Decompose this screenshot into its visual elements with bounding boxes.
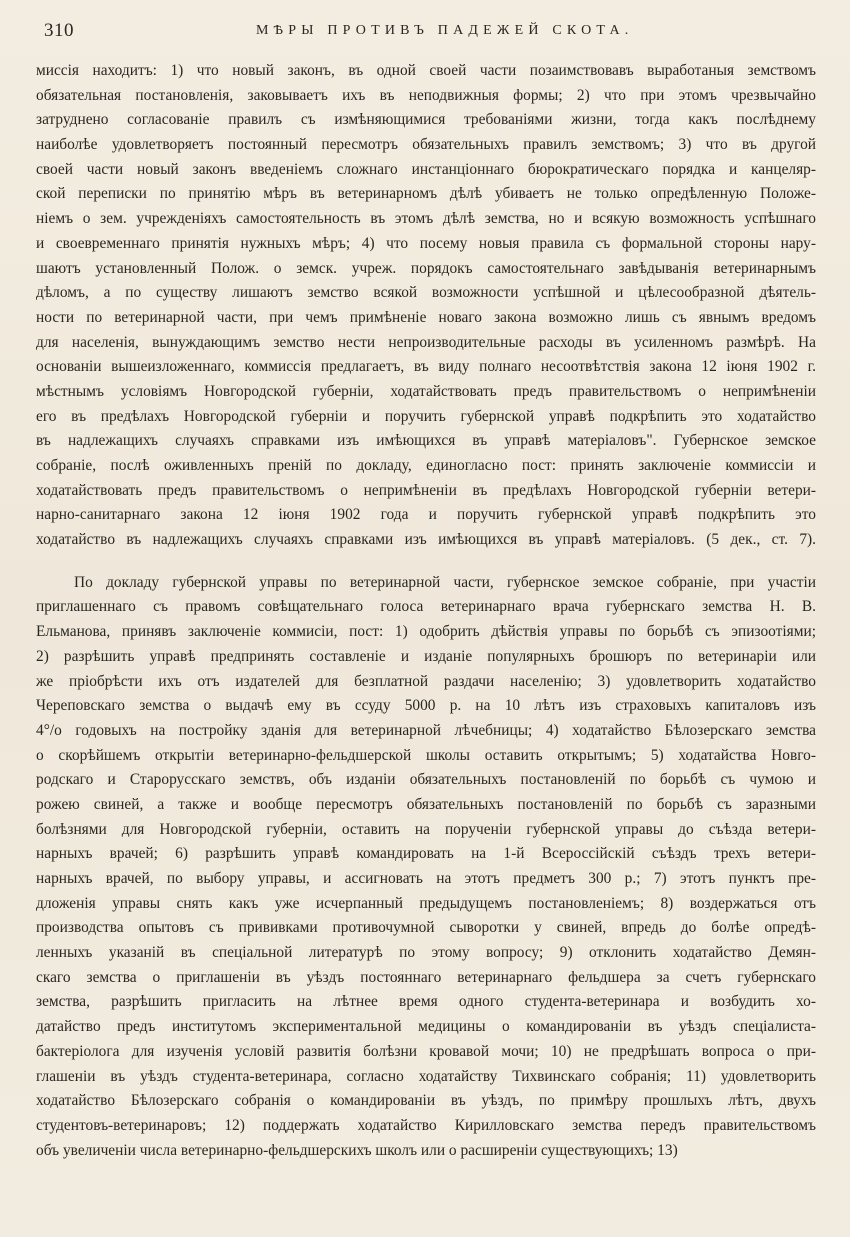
- text-line: болѣзнями для Новгородской губерніи, оставить на порученіи губернской управы до съѣзда ветери-: [36, 820, 816, 838]
- text-line: производства опытовъ съ прививками противочумной сыворотки у свиней, впредь до болѣе опредѣ-: [36, 919, 816, 937]
- text-line: наиболѣе удовлетворяетъ постоянный пересмотръ обязательныхъ правилъ земствомъ; 3) что въ другой: [36, 136, 816, 154]
- text-line: Ельманова, принявъ заключеніе коммисіи, пост: 1) одобрить дѣйствія управы по борьбѣ съ эпизоотіями;: [36, 623, 816, 641]
- text-line: своей части новый законъ введеніемъ сложнаго инстанціоннаго бюрократическаго порядка и канцеляр-: [36, 160, 816, 178]
- text-line: и своевременнаго принятія нужныхъ мѣръ; 4) что посему новыя правила съ формальной стороны нару-: [36, 234, 816, 252]
- text-line: о скорѣйшемъ открытіи ветеринарно-фельдшерской школы оставить открытымъ; 5) ходатайства Новго-: [36, 746, 816, 764]
- text-line: шаютъ установленный Полож. о земск. учреж. порядокъ самостоятельнаго завѣдыванія ветеринарнымъ: [36, 259, 816, 277]
- text-line: собраніе, послѣ оживленныхъ преній по докладу, единогласно пост: принять заключеніе коммиссіи и: [36, 457, 816, 474]
- text-line: затруднено согласованіе правилъ съ измѣняющимися требованіями жизни, тогда какъ послѣднему: [36, 111, 816, 129]
- text-line: бактеріолога для изученія условій развитія болѣзни кровавой мочи; 10) не предрѣшать вопроса о при-: [36, 1042, 816, 1060]
- text-line: миссія находитъ: 1) что новый законъ, въ одной своей части позаимствовавъ выработаныя земствомъ: [36, 62, 816, 79]
- text-line: ленныхъ указаній въ спеціальной литературѣ по этому вопросу; 9) отклонить ходатайство Демян-: [36, 944, 816, 962]
- text-line: глашеніи въ уѣздъ студента-ветеринара, согласно ходатайству Тихвинскаго собранія; 11) удовлетворить: [36, 1067, 816, 1085]
- text-line: дложенія управы снять какъ уже исчерпанный предыдущемъ постановленіемъ; 8) воздержаться отъ: [36, 894, 816, 912]
- text-line: студентовъ-ветеринаровъ; 12) поддержать ходатайство Кирилловскаго земства передъ правительствомъ: [36, 1116, 816, 1134]
- running-title: МѢРЫ ПРОТИВЪ ПАДЕЖЕЙ СКОТА.: [256, 23, 634, 38]
- text-line: объ увеличеніи числа ветеринарно-фельдшерскихъ школъ или о расширеніи существующихъ; 13): [36, 1141, 678, 1159]
- text-line: дѣломъ, а по существу лишаютъ земство всякой возможности успѣшной и цѣлесообразной дѣятель-: [36, 284, 816, 302]
- paragraph-veterinary-resolutions: [36, 571, 816, 1164]
- text-line: для населенія, вынуждающимъ земство нести непроизводительные расходы въ усиленномъ размѣрѣ. На: [36, 333, 816, 351]
- page-header: [44, 18, 814, 50]
- page-number: 310: [44, 20, 74, 41]
- text-line: ніемъ о зем. учрежденіяхъ самостоятельность въ этомъ дѣлѣ земства, но и всякую возможность успѣшнаго: [36, 210, 816, 228]
- text-line: родскаго и Старорусскаго земствъ, объ изданіи обязательныхъ постановленій по борьбѣ съ чумою и: [36, 771, 816, 789]
- text-line: нарно-санитарнаго закона 12 іюня 1902 года и поручить губернской управѣ подкрѣпить это: [36, 506, 816, 524]
- paragraph-commission-report: [36, 59, 816, 553]
- text-line: обязательная постановленія, заковываетъ ихъ въ неподвижныя формы; 2) что при этомъ чрезвычайно: [36, 86, 816, 104]
- text-line: ской переписки по принятію мѣръ въ ветеринарномъ дѣлѣ убиваетъ не только опредѣленную Положе-: [36, 185, 816, 203]
- text-line: основаніи вышеизложеннаго, коммиссія предлагаетъ, въ виду полнаго несоотвѣтствія закона 12 іюня 1902 г.: [36, 358, 816, 376]
- text-line: же пріобрѣсти ихъ отъ издателей для безплатной раздачи населенію; 3) удовлетворить ходатайство: [36, 672, 816, 690]
- body-text: [36, 59, 816, 1163]
- text-line: 2) разрѣшить управѣ предпринять составленіе и изданіе популярныхъ брошюръ по ветеринаріи или: [36, 647, 816, 665]
- text-line: датайство предъ институтомъ экспериментальной медицины о командированіи въ уѣздъ спеціалиста-: [36, 1018, 816, 1036]
- text-line: По докладу губернской управы по ветеринарной части, губернское земское собраніе, при участіи: [74, 573, 816, 591]
- text-line: ходатайство въ надлежащихъ случаяхъ справками изъ имѣющихся въ управѣ матеріаловъ. (5 дек., ст. 7).: [36, 531, 816, 549]
- text-line: 4°/о годовыхъ на постройку зданія для ветеринарной лѣчебницы; 4) ходатайство Бѣлозерскаго земства: [36, 721, 816, 739]
- text-line: въ надлежащихъ случаяхъ справками изъ имѣющихся въ управѣ матеріаловъ". Губернское земское: [36, 432, 816, 450]
- text-line: его въ предѣлахъ Новгородской губерніи и поручить губернской управѣ подкрѣпить это ходатайство: [36, 407, 816, 425]
- text-line: нарныхъ врачей; 6) разрѣшить управѣ командировать на 1-й Всероссійскій съѣздъ трехъ ветери-: [36, 845, 816, 863]
- text-line: земства, разрѣшить пригласить на лѣтнее время одного студента-ветеринара и возбудить хо-: [36, 993, 816, 1011]
- text-line: рожею свиней, а также и вообще пересмотръ обязательныхъ постановленій по борьбѣ съ заразными: [36, 795, 816, 813]
- text-line: ности по ветеринарной части, при чемъ примѣненіе новаго закона возможно лишь съ явнымъ вредомъ: [36, 308, 816, 326]
- text-line: скаго земства о приглашеніи въ уѣздъ постояннаго ветеринарнаго фельдшера за счетъ губернскаго: [36, 968, 816, 986]
- text-line: ходатайствовать предъ правительствомъ о непримѣненіи въ предѣлахъ Новгородской губерніи ветери-: [36, 481, 816, 499]
- text-line: ходатайство Бѣлозерскаго собранія о командированіи въ уѣздъ, по примѣру прошлыхъ лѣтъ, двухъ: [36, 1092, 816, 1110]
- text-line: нарныхъ врачей, по выбору управы, и ассигновать на этотъ предметъ 300 р.; 7) этотъ пунктъ пре-: [36, 870, 816, 887]
- text-line: Череповскаго земства о выдачѣ ему въ ссуду 5000 р. на 10 лѣтъ изъ страховыхъ капиталовъ изъ: [36, 697, 816, 715]
- paragraph-gap: [36, 553, 816, 571]
- text-line: приглашеннаго съ правомъ совѣщательнаго голоса ветеринарнаго врача губернскаго земства Н. В.: [36, 598, 816, 616]
- text-line: мѣстнымъ условіямъ Новгородской губерніи, ходатайствовать предъ правительствомъ о непримѣненіи: [36, 382, 816, 400]
